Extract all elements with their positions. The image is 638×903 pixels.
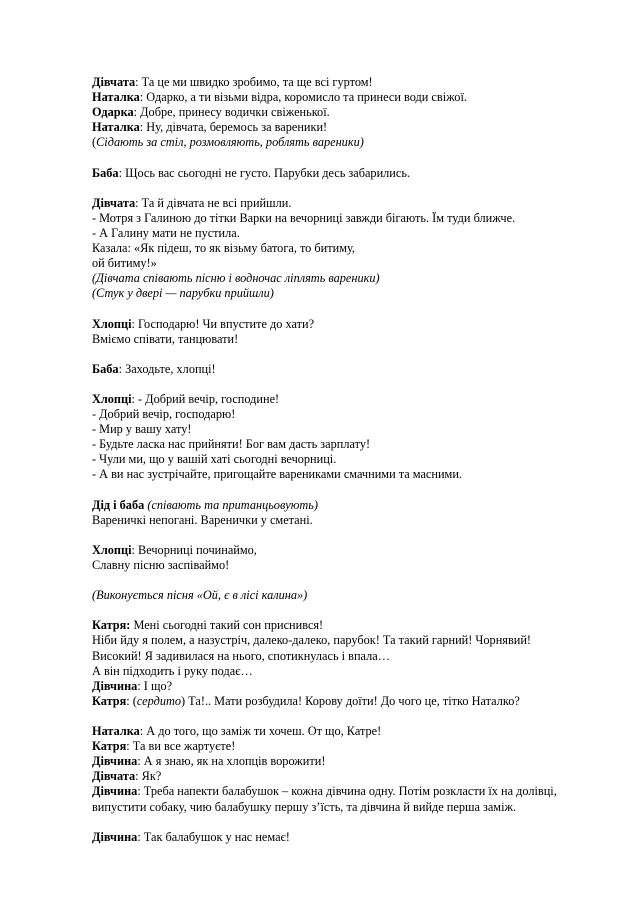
speaker-name: Баба: [92, 361, 119, 376]
line-text: : Вечорниці починаймо,: [131, 542, 257, 557]
text-line: [92, 437, 612, 452]
line-text: : І що?: [137, 678, 173, 693]
text-line: [92, 543, 612, 558]
text-line: [92, 769, 612, 784]
text-line: [92, 286, 612, 301]
document-page: [92, 75, 612, 845]
line-text: ой битиму!»: [92, 256, 157, 271]
paragraph-gap: [92, 301, 612, 316]
line-text: : Одарко, а ти візьми відра, коромисло та принеси води свіжої.: [139, 90, 467, 105]
line-text: ) Та!.. Мати розбудила! Корову доїти! До чого це, тітко Наталко?: [181, 693, 520, 708]
text-line: [92, 467, 612, 482]
stage-direction: (Виконується пісня «Ой, є в лісі калина»): [92, 588, 308, 603]
text-line: [92, 633, 612, 648]
speaker-name: Хлопці: [92, 542, 132, 557]
line-text: - А Галину мати не пустила.: [92, 225, 240, 240]
stage-direction: (Дівчата співають пісню і водночас ліплять вареники): [92, 271, 380, 286]
text-line: [92, 196, 612, 211]
line-text: - Чули ми, що у вашій хаті сьогодні вечорниці.: [92, 452, 337, 467]
text-line: [92, 452, 612, 467]
speaker-name: Наталка: [92, 724, 140, 739]
speaker-name: Наталка: [92, 90, 140, 105]
text-line: [92, 241, 612, 256]
text-line: [92, 392, 612, 407]
line-text: Мені сьогодні такий сон приснився!: [130, 618, 324, 633]
text-line: [92, 649, 612, 664]
text-line: [92, 90, 612, 105]
paragraph-gap: [92, 150, 612, 165]
text-line: [92, 513, 612, 528]
line-text: Вареничкі непогані. Варенички у сметані.: [92, 512, 313, 527]
paragraph-gap: [92, 603, 612, 618]
text-line: [92, 271, 612, 286]
speaker-name: Дівчина: [92, 754, 138, 769]
speaker-name: Дід і баба: [92, 497, 145, 512]
line-text: : Та ви все жартуєте!: [126, 739, 236, 754]
speaker-name: Катря:: [92, 618, 131, 633]
paragraph-gap: [92, 573, 612, 588]
text-line: [92, 664, 612, 679]
speaker-name: Дівчата: [92, 75, 136, 89]
line-text: : Як?: [135, 769, 162, 784]
line-text: : Та це ми швидко зробимо, та ще всі гуртом!: [135, 75, 373, 89]
text-line: [92, 332, 612, 347]
line-text: : Заходьте, хлопці!: [118, 361, 216, 376]
line-text: Славну пісню заспіваймо!: [92, 558, 230, 572]
line-text: випустити собаку, чию балабушку першу з’їсть, та дівчина й вийде перша заміж.: [92, 799, 517, 814]
line-text: : Щось вас сьогодні не густо. Парубки десь забарились.: [118, 165, 411, 180]
line-text: А він підходить і руку подає…: [92, 663, 253, 678]
line-text: : (: [126, 693, 137, 708]
stage-direction: (співають та пританцьовують): [147, 497, 318, 512]
paragraph-gap: [92, 377, 612, 392]
line-text: : А я знаю, як на хлопців ворожити!: [137, 754, 326, 769]
line-text: - Будьте ласка нас прийняти! Бог вам дасть зарплату!: [92, 437, 371, 452]
line-text: : Так балабушок у нас немає!: [137, 829, 290, 844]
speaker-name: Дівчата: [92, 195, 136, 210]
speaker-name: Катря: [92, 693, 127, 708]
stage-direction: (Стук у двері — парубки прийшли): [92, 286, 274, 301]
text-line: [92, 256, 612, 271]
text-line: [92, 120, 612, 135]
text-line: [92, 105, 612, 120]
speaker-name: Баба: [92, 165, 119, 180]
paragraph-gap: [92, 181, 612, 196]
text-line: [92, 618, 612, 633]
paragraph-gap: [92, 483, 612, 498]
speaker-name: Катря: [92, 739, 127, 754]
speaker-name: Дівчина: [92, 678, 138, 693]
paragraph-gap: [92, 347, 612, 362]
text-line: [92, 226, 612, 241]
text-line: [92, 422, 612, 437]
line-text: Казала: «Як підеш, то як візьму батога, то битиму,: [92, 241, 355, 256]
line-text: : Добре, принесу водички свіженької.: [133, 105, 330, 120]
text-line: [92, 830, 612, 845]
speaker-name: Наталка: [92, 120, 140, 135]
speaker-name: Дівчина: [92, 829, 138, 844]
text-line: [92, 75, 612, 90]
speaker-name: Дівчина: [92, 784, 138, 799]
line-text: : Ну, дівчата, беремось за вареники!: [139, 120, 328, 135]
line-text: Високий! Я задивилася на нього, спотикнулась і впала…: [92, 648, 390, 663]
paragraph-gap: [92, 815, 612, 830]
line-text: : Треба напекти балабушок – кожна дівчина одну. Потім розкласти їх на долівці,: [137, 784, 557, 799]
stage-direction: Сідають за стіл, розмовляють, роблять вареники): [96, 135, 364, 150]
text-line: [92, 498, 612, 513]
text-line: [92, 362, 612, 377]
text-line: [92, 407, 612, 422]
line-text: : А до того, що заміж ти хочеш. От що, Катре!: [139, 724, 382, 739]
speaker-name: Одарка: [92, 105, 134, 120]
line-text: : Господарю! Чи впустите до хати?: [131, 316, 315, 331]
text-line: [92, 694, 612, 709]
line-text: : Та й дівчата не всі прийшли.: [135, 195, 292, 210]
text-line: [92, 679, 612, 694]
text-line: [92, 800, 612, 815]
line-text: : - Добрий вечір, господине!: [131, 391, 280, 406]
speaker-name: Хлопці: [92, 316, 132, 331]
text-line: [92, 724, 612, 739]
line-text: Ніби йду я полем, а назустріч, далеко-далеко, парубок! Та такий гарний! Чорнявий!: [92, 633, 532, 648]
line-text: Вміємо співати, танцювати!: [92, 331, 239, 346]
line-text: - Мир у вашу хату!: [92, 422, 192, 437]
paragraph-gap: [92, 709, 612, 724]
paragraph-gap: [92, 528, 612, 543]
line-text: - А ви нас зустрічайте, пригощайте варениками смачними та масними.: [92, 467, 462, 482]
text-line: [92, 211, 612, 226]
line-text: (: [92, 135, 97, 150]
text-line: [92, 739, 612, 754]
text-line: [92, 588, 612, 603]
speaker-name: Хлопці: [92, 391, 132, 406]
text-line: [92, 135, 612, 150]
text-line: [92, 784, 612, 799]
speaker-name: Дівчата: [92, 769, 136, 784]
text-line: [92, 558, 612, 573]
text-line: [92, 754, 612, 769]
line-text: - Добрий вечір, господарю!: [92, 407, 236, 422]
stage-direction: сердито: [136, 693, 182, 708]
text-line: [92, 317, 612, 332]
text-line: [92, 166, 612, 181]
line-text: - Мотря з Галиною до тітки Варки на вечорниці завжди бігають. Їм туди ближче.: [92, 210, 516, 225]
